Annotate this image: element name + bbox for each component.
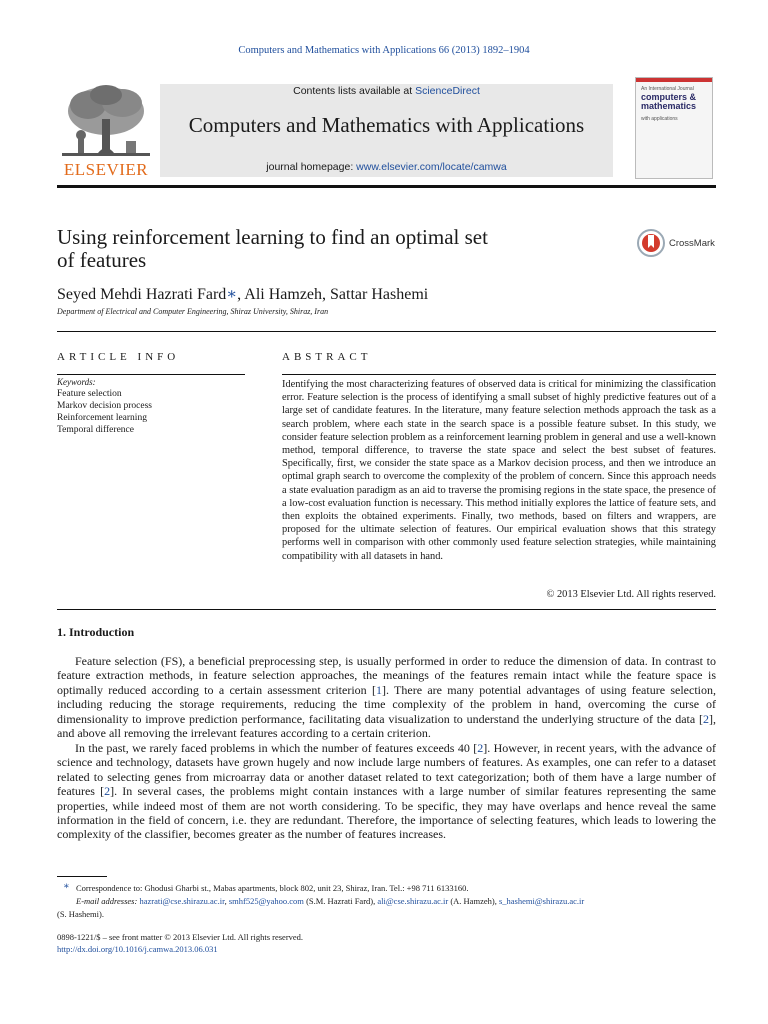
cover-title-line1: computers & [641, 92, 697, 102]
publisher-name: ELSEVIER [63, 160, 149, 179]
corresponding-author-mark[interactable]: ∗ [226, 286, 238, 303]
keyword-item: Markov decision process [57, 401, 152, 411]
contents-line [160, 85, 613, 97]
cover-tagline: with applications [641, 116, 678, 122]
email-separator: , [224, 896, 229, 906]
email-link[interactable]: smhf525@yahoo.com [228, 896, 304, 906]
intro-paragraph-1 [57, 654, 716, 740]
doi-link[interactable]: http://dx.doi.org/10.1016/j.camwa.2013.06.031 [57, 944, 218, 954]
title-line-2: of features [57, 248, 147, 272]
citation-link[interactable]: 2 [703, 711, 709, 726]
email-owner: (A. Hamzeh), [448, 896, 499, 906]
correspondence-note: Correspondence to: Ghodusi Gharbi st., Mabas apartments, block 802, unit 23, Shiraz, Iran. Tel.: +98 711 6133160. [76, 883, 469, 893]
keyword-item: Reinforcement learning [57, 413, 147, 423]
journal-cover-image [635, 77, 713, 179]
p1-text-b: ]. There are many potential advantages of using feature selection, including reducing the storage requirements, reducing the time complexity of the problem in hand, overcoming the curse of dimensionality to improve prediction performance, facilitating data visualization to understand the underlying structure of the data [ [57, 682, 716, 726]
p1-text-c: ], and above all removing the irrelevant features according to a certain criterion. [57, 711, 716, 741]
citation-link[interactable]: 2 [477, 741, 484, 755]
keyword-item: Temporal difference [57, 425, 134, 435]
crossmark-icon [637, 229, 665, 257]
journal-title: Computers and Mathematics with Applications [188, 113, 585, 137]
crossmark-label: CrossMark [669, 238, 715, 249]
author-1: Seyed Mehdi Hazrati Fard [57, 286, 227, 303]
cover-subtitle: An International Journal [641, 86, 694, 92]
section-heading: 1. Introduction [57, 625, 135, 639]
email-owner-continued: (S. Hashemi). [57, 909, 104, 919]
p2-text-a: In the past, we rarely faced problems in which the number of features exceeds 40 [ [75, 741, 478, 755]
cover-title [641, 93, 696, 111]
journal-citation[interactable]: Computers and Mathematics with Applications 66 (2013) 1892–1904 [238, 45, 530, 56]
author-list [57, 284, 428, 304]
keywords-label: Keywords: [57, 377, 96, 387]
footnote-divider [57, 876, 107, 877]
email-label: E-mail addresses: [76, 896, 138, 906]
email-link[interactable]: hazrati@cse.shirazu.ac.ir [139, 896, 225, 906]
journal-homepage [160, 161, 613, 173]
citation-link[interactable]: 2 [104, 784, 111, 799]
intro-paragraph-2 [57, 741, 716, 842]
affiliation: Department of Electrical and Computer Engineering, Shiraz University, Shiraz, Iran [57, 307, 329, 316]
article-info-divider [57, 374, 245, 375]
issn-line: 0898-1221/$ – see front matter © 2013 Elsevier Ltd. All rights reserved. [57, 932, 304, 942]
homepage-link[interactable]: www.elsevier.com/locate/camwa [356, 161, 507, 173]
keyword-item: Feature selection [57, 389, 122, 399]
title-divider [57, 331, 716, 332]
copyright-notice: © 2013 Elsevier Ltd. All rights reserved. [546, 589, 716, 600]
email-addresses [76, 896, 716, 906]
title-line-1: Using reinforcement learning to find an optimal set [57, 225, 488, 249]
homepage-prefix: journal homepage: [266, 161, 357, 173]
email-owner: (S.M. Hazrati Fard), [303, 896, 378, 906]
p1-text-a: Feature selection (FS), a beneficial preprocessing step, is usually performed in order to reduce the dimension of data. In contrast to feature extraction methods, in feature selection approaches, the meanings of the features remain intact while the feature space is optimally reduced according to a certain assessment criterion [ [57, 654, 716, 697]
crossmark-button[interactable] [637, 228, 722, 260]
abstract-heading: ABSTRACT [282, 351, 372, 363]
cover-title-line2: mathematics [641, 101, 697, 111]
abstract-divider [282, 374, 716, 375]
article-title [57, 226, 617, 272]
other-authors: , Ali Hamzeh, Sattar Hashemi [237, 286, 429, 303]
header-divider [57, 185, 716, 188]
p2-text-c: ]. In several cases, the problems might contain instances with a large number of similar features representing the same properties, while indeed most of them are not worth considering. To be specific, they may have overlaps and hence reveal the same information in the field of concern, i.e. they are redundant. Therefore, the importance of selecting features, which leads to lowering the complexity of the classifier, becomes greater as the number of features increases. [57, 784, 716, 842]
contents-prefix: Contents lists available at [293, 85, 416, 97]
article-info-heading: ARTICLE INFO [57, 351, 180, 363]
p2-text-b: ]. However, in recent years, with the advance of science and technology, datasets have grown hugely and now include large numbers of features. As examples, one can refer to a dataset related to selecting genes from microarray data or another dataset related to text categorization; both of them have a large number of features [ [57, 741, 716, 799]
email-link[interactable]: ali@cse.shirazu.ac.ir [377, 896, 449, 906]
abstract-text: Identifying the most characterizing features of observed data is critical for minimizing the classification error. Feature selection is the process of identifying a small subset of highly predictive features out of a large set of candidate features. In the literature, many feature selection methods approach the task as a search problem, where each state in the search space is a possible feature subset. In this study, we consider feature selection problem as a reinforcement learning problem in general and use a well-known method, temporal difference, to traverse the state space and select the best subset of features. Specifically, first, we consider the state space as a Markov decision process, and then we introduce an optimal graph search to overcome the complexity of the problem of concern. Since this approach needs a state evaluation paradigm as an aid to traverse the promising regions in the state space, the presence of a low-cost evaluation function is necessary. This method initially explores the lattice of feature sets, and then exploits the obtained experiments. Finally, two methods, based on filters and wrappers, are proposed for the ultimate selection of features. Our empirical evaluation shows that this strategy performs well in comparison with other commonly used feature selection strategies, while maintaining compatibility with all datasets in hand. [282, 379, 716, 562]
email-link[interactable]: s_hashemi@shirazu.ac.ir [498, 896, 585, 906]
citation-link[interactable]: 1 [375, 682, 382, 697]
sciencedirect-link[interactable]: ScienceDirect [415, 85, 480, 97]
footnote-star: ∗ [63, 881, 70, 892]
abstract-bottom-divider [57, 609, 716, 610]
